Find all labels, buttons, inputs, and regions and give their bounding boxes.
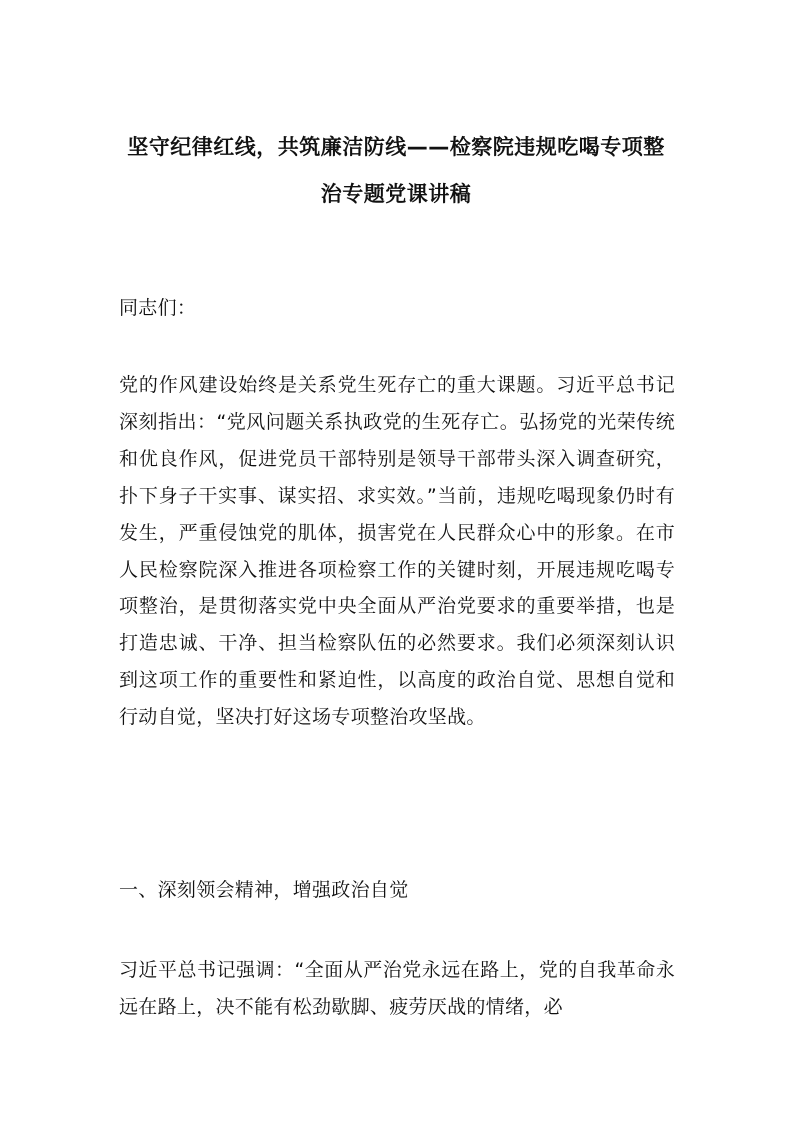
section-heading-1: 一、深刻领会精神，增强政治自觉 bbox=[119, 879, 409, 901]
body-paragraph-2: 习近平总书记强调：“全面从严治党永远在路上，党的自我革命永远在路上，决不能有松劲歇脚、疲劳厌战的情绪，必 bbox=[119, 959, 675, 1018]
body-paragraph-1: 党的作风建设始终是关系党生死存亡的重大课题。习近平总书记深刻指出：“党风问题关系执政党的生死存亡。弘扬党的光荣传统和优良作风，促进党员干部特别是领导干部带头深入调查研究，扑下身子干实事、谋实招、求实效。”当前，违规吃喝现象仍时有发生，严重侵蚀党的肌体，损害党在人民群众心中的形象。在市人民检察院深入推进各项检察工作的关键时刻，开展违规吃喝专项整治，是贯彻落实党中央全面从严治党要求的重要举措，也是打造忠诚、干净、担当检察队伍的必然要求。我们必须深刻认识到这项工作的重要性和紧迫性，以高度的政治自觉、思想自觉和行动自觉，坚决打好这场专项整治攻坚战。 bbox=[119, 374, 675, 729]
greeting: 同志们： bbox=[119, 297, 197, 319]
document-title: 坚守纪律红线，共筑廉洁防线——检察院违规吃喝专项整治专题党课讲稿 bbox=[127, 135, 665, 206]
